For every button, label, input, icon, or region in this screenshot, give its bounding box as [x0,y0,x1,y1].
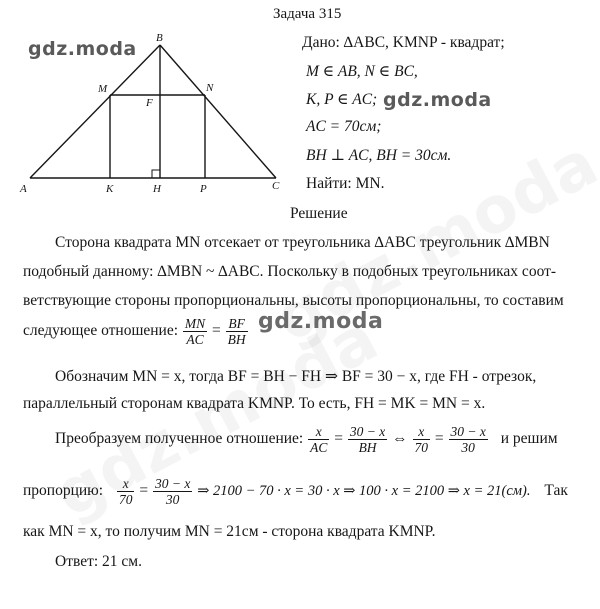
fraction-den: BH [227,332,246,347]
fraction-x-70 [413,424,431,455]
triangle-figure [0,0,300,200]
label-c: C [272,180,280,192]
label-m: M [98,83,108,95]
paragraph-3 [55,424,558,455]
label-n: N [206,82,214,94]
right-angle-mark [152,170,160,178]
fraction-den: BH [348,439,387,455]
fraction-mn-ac [183,316,207,347]
label-k: K [106,183,114,195]
fraction-num: BF [228,316,245,331]
given-line-3: K, P ∈ AC; [306,91,378,108]
equals-sign: = [139,482,149,500]
fraction-den: 30 [153,491,192,507]
paragraph-2-line-2: параллельный сторонам квадрата KMNP. То есть, FH = MK = MN = x. [23,395,486,412]
paragraph-5: как MN = x, то получим MN = 21см - сторона квадрата KMNP. [23,523,436,540]
label-h: H [153,183,161,195]
solution-header: Решение [290,205,348,222]
problem-title: Задача 315 [273,6,342,22]
side-bc [160,45,276,178]
fraction-30x-bh [348,424,387,455]
fraction-num: MN [184,316,206,331]
paragraph-2-line-1: Обозначим MN = x, тогда BF = BH − FH ⇒ BF = 30 − x, где FH - отрезок, [55,368,537,385]
fraction-den: AC [183,331,207,347]
transform-tail: и решим [500,430,558,448]
label-b: B [156,32,163,44]
equivalence-sign: ⇔ [392,430,408,448]
fraction-num: x [315,424,322,439]
paragraph-1-line-1: Сторона квадрата MN отсекает от треугольника ∆ABC треугольник ∆MBN [55,234,550,251]
fraction-num: x [122,476,129,491]
given-line-1: Дано: ∆ABC, KMNP - квадрат; [302,34,505,51]
fraction-num: 30 − x [450,424,486,439]
fraction-num: x [418,424,425,439]
proportion-tail: Так [544,482,568,500]
fraction-den: 70 [118,492,133,507]
label-p: P [200,183,207,195]
watermark-logo-1: gdz.moda [28,38,137,60]
side-ab [30,45,160,178]
given-line-6: Найти: MN. [306,175,385,192]
answer: Ответ: 21 см. [55,553,142,570]
equals-sign: = [212,322,221,340]
watermark-logo-2: gdz.moda [383,89,492,111]
fraction-den: 30 [449,439,488,455]
fraction-x-70-b [117,476,135,507]
paragraph-1-line-2: подобный данному: ∆MBN ~ ∆ABC. Поскольку в подобных треугольниках соот- [23,263,557,280]
given-line-4: AC = 70см; [306,118,382,135]
equals-sign: = [334,430,344,448]
given-line-2: M ∈ AB, N ∈ BC, [306,63,418,80]
fraction-num: 30 − x [154,476,191,491]
proportion-solution: ⇒ 2100 − 70 · x = 30 · x ⇒ 100 · x = 2100 ⇒ x = 21(см). [197,483,531,500]
equals-sign: = [434,430,444,448]
paragraph-1-line-3: ветствующие стороны пропорциональны, высоты пропорциональны, то составим [23,292,564,309]
paragraph-1-line-4 [23,316,249,347]
fraction-x-ac [308,424,329,455]
proportion-lead: пропорцию: [23,482,104,500]
label-a: A [20,183,27,195]
watermark-logo-3: gdz.moda [258,309,384,334]
fraction-den: AC [310,440,328,455]
fraction-30x-30-b [153,476,192,507]
fraction-30x-30 [449,424,488,455]
ratio-lead: следующее отношение: [23,322,179,340]
label-f: F [146,97,153,109]
fraction-num: 30 − x [349,424,386,439]
transform-lead: Преобразуем полученное отношение: [55,430,304,448]
paragraph-4 [23,476,568,507]
fraction-bf-bh [226,316,248,347]
given-line-5: BH ⊥ AC, BH = 30см. [306,147,452,164]
fraction-den: 70 [414,440,428,455]
